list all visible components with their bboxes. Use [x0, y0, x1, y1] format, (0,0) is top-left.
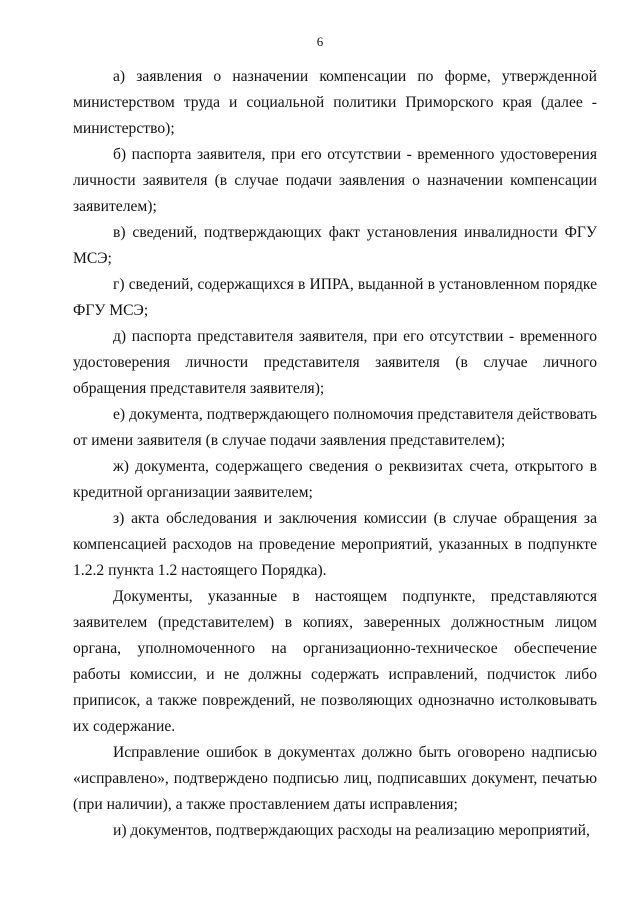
paragraph-item-g: г) сведений, содержащихся в ИПРА, выданной в установленном порядке ФГУ МСЭ; [73, 276, 597, 319]
paragraph-item-b: б) паспорта заявителя, при его отсутствии - временного удостоверения личности заявителя (в случае подачи заявления о назначении компенсации заявителем); [73, 146, 597, 215]
page-number: 6 [316, 34, 324, 49]
paragraph-item-v: в) сведений, подтверждающих факт установления инвалидности ФГУ МСЭ; [73, 224, 597, 267]
paragraph-documents-requirements: Документы, указанные в настоящем подпункте, представляются заявителем (представителем) в копиях, заверенных должностным лицом органа, уполномоченного на организационно-техническое обеспечение работы комиссии, и не должны содержать исправлений, подчисток либо приписок, а также повреждений, не позволяющих однозначно истолковывать их содержание. [73, 588, 597, 735]
paragraph-item-d: д) паспорта представителя заявителя, при его отсутствии - временного удостоверения личности представителя заявителя (в случае личного обращения представителя заявителя); [73, 328, 597, 397]
paragraph-item-z: з) акта обследования и заключения комиссии (в случае обращения за компенсацией расходов на проведение мероприятий, указанных в подпункте 1.2.2 пункта 1.2 настоящего Порядка). [73, 510, 597, 579]
document-body [73, 64, 597, 844]
paragraph-item-e: е) документа, подтверждающего полномочия представителя действовать от имени заявителя (в случае подачи заявления представителем); [73, 406, 597, 449]
paragraph-item-a: а) заявления о назначении компенсации по форме, утвержденной министерством труда и социальной политики Приморского края (далее - министерство); [73, 68, 597, 137]
paragraph-item-zh: ж) документа, содержащего сведения о реквизитах счета, открытого в кредитной организации заявителем; [73, 458, 597, 501]
paragraph-error-correction: Исправление ошибок в документах должно быть оговорено надписью «исправлено», подтверждено подписью лиц, подписавших документ, печатью (при наличии), а также проставлением даты исправления; [73, 744, 597, 813]
paragraph-item-i: и) документов, подтверждающих расходы на реализацию мероприятий, [113, 822, 590, 839]
